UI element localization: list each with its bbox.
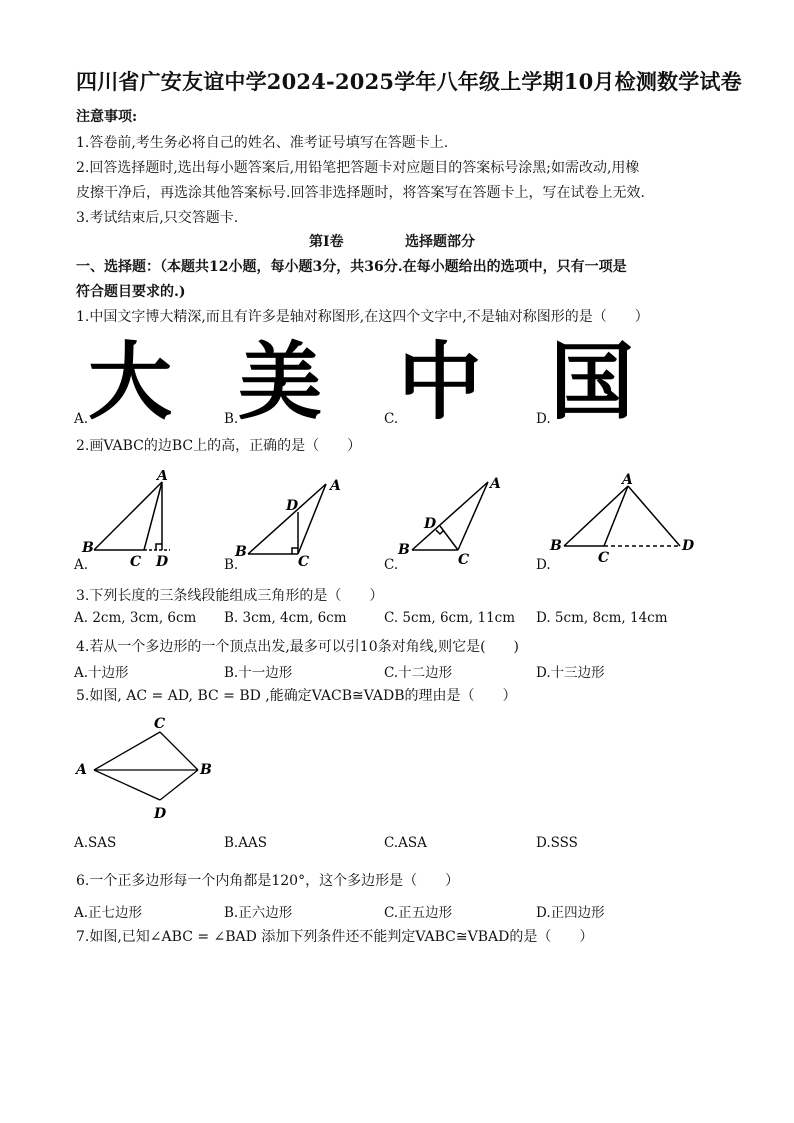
page-title: 四川省广安友谊中学2024-2025学年八年级上学期10月检测数学试卷 [76,69,742,94]
q2b-point-a: A [330,478,341,494]
q2a-point-b: B [82,540,94,556]
notice-item-2: 2.回答选择题时,选出每小题答案后,用铅笔把答题卡对应题目的答案标号涂黑;如需改动,用橡 [76,160,640,176]
q2-label-d: D. [536,557,551,573]
q5-point-c: C [154,716,166,732]
part-name: 选择题部分 [405,234,475,250]
q5-option-c: C.ASA [384,835,427,851]
q2-figure-d [546,470,706,570]
q2d-point-d: D [682,538,695,554]
q1-char-a: 大 [88,333,173,431]
q2-stem: 2.画VABC的边BC上的高，正确的是（ ） [76,438,362,454]
q4-stem: 4.若从一个多边形的一个顶点出发,最多可以引10条对角线,则它是( ) [76,639,519,655]
notice-item-3: 3.考试结束后,只交答题卡. [76,210,239,226]
q5-option-d: D.SSS [536,835,578,851]
q3-option-a: A. 2cm, 3cm, 6cm [74,610,197,626]
notice-heading: 注意事项: [76,109,138,125]
section-heading: 一、选择题：（本题共12小题，每小题3分，共36分.在每小题给出的选项中，只有一项是 [76,259,627,275]
notice-item-1: 1.答卷前,考生务必将自己的姓名、准考证号填写在答题卡上. [76,135,449,151]
q1-char-c: 中 [398,333,483,431]
q2b-point-c: C [298,554,310,570]
q5-option-a: A.SAS [74,835,117,851]
q2a-point-d: D [156,554,169,570]
q5-figure [72,712,222,824]
q4-option-c: C.十二边形 [384,665,453,681]
q1-label-b: B. [224,411,239,427]
q1-stem: 1.中国文字博大精深,而且有许多是轴对称图形,在这四个文字中,不是轴对称图形的是（ ） [76,309,649,325]
q2-label-c: C. [384,557,399,573]
q6-option-c: C.正五边形 [384,905,453,921]
q2a-point-c: C [130,554,142,570]
q2-label-b: B. [224,557,239,573]
q5-point-a: A [76,762,87,778]
q4-option-b: B.十一边形 [224,665,293,681]
q1-label-d: D. [536,411,551,427]
q3-option-b: B. 3cm, 4cm, 6cm [224,610,347,626]
q5-stem: 5.如图, AC = AD, BC = BD ,能确定VACB≅VADB的理由是（ ） [76,688,517,704]
q2a-point-a: A [157,470,168,484]
q2c-point-a: A [490,476,501,492]
q1-label-a: A. [74,411,89,427]
q2-figure-a [80,470,190,570]
q2-figure-c [392,470,512,570]
q6-option-a: A.正七边形 [74,905,143,921]
notice-item-2-cont: 皮擦干净后，再选涂其他答案标号.回答非选择题时，将答案写在答题卡上，写在试卷上无效. [76,185,645,201]
part-volume: 第I卷 [309,234,344,250]
q1-char-b: 美 [238,333,323,431]
q2d-point-b: B [550,538,562,554]
q3-stem: 3.下列长度的三条线段能组成三角形的是（ ） [76,588,384,604]
q3-option-c: C. 5cm, 6cm, 11cm [384,610,516,626]
q1-label-c: C. [384,411,399,427]
q2d-point-c: C [598,550,610,566]
q5-point-d: D [154,806,167,822]
q4-option-d: D.十三边形 [536,665,605,681]
q2d-point-a: A [622,472,633,488]
section-heading-cont: 符合题目要求的.) [76,284,186,300]
q2-label-a: A. [74,557,89,573]
q4-option-a: A.十边形 [74,665,129,681]
q6-option-d: D.正四边形 [536,905,605,921]
q2c-point-b: B [398,542,410,558]
q2b-point-b: B [235,544,247,560]
q5-point-b: B [200,762,212,778]
q7-stem: 7.如图,已知∠ABC = ∠BAD 添加下列条件还不能判定VABC≅VBAD的是（ ） [76,929,594,945]
q6-option-b: B.正六边形 [224,905,293,921]
q1-char-d: 国 [550,333,635,431]
q2c-point-c: C [458,552,470,568]
q5-option-b: B.AAS [224,835,267,851]
q6-stem: 6.一个正多边形每一个内角都是120°，这个多边形是（ ） [76,873,460,889]
q2-figure-b [232,470,352,570]
q2b-point-d: D [286,498,299,514]
q3-option-d: D. 5cm, 8cm, 14cm [536,610,668,626]
q2c-point-d: D [424,516,437,532]
